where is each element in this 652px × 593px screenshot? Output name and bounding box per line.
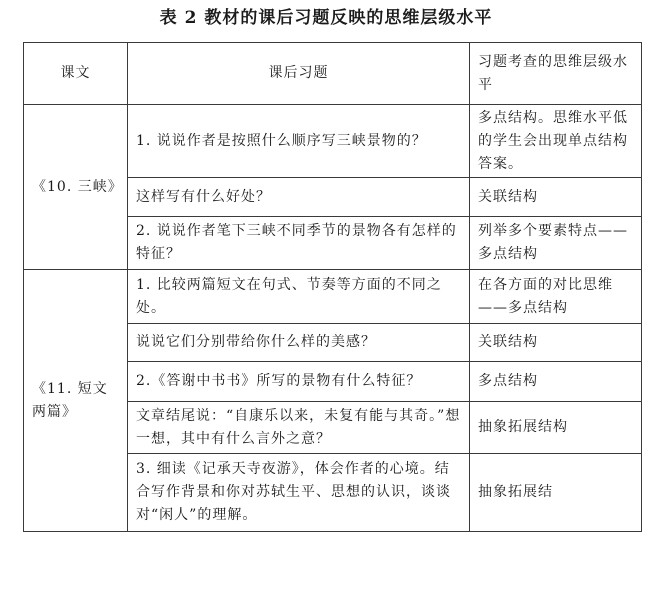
table-header-row xyxy=(24,43,642,105)
level-cell: 列举多个要素特点——多点结构 xyxy=(470,217,642,270)
header-level: 习题考查的思维层级水平 xyxy=(470,43,642,105)
lesson-cell: 《10. 三峡》 xyxy=(24,105,128,270)
level-cell: 关联结构 xyxy=(470,324,642,362)
level-cell: 关联结构 xyxy=(470,178,642,217)
thinking-level-table xyxy=(23,42,642,532)
table-row xyxy=(24,270,642,324)
question-cell: 文章结尾说：“自康乐以来，未复有能与其奇。”想一想，其中有什么言外之意？ xyxy=(128,402,470,454)
question-cell: 2. 说说作者笔下三峡不同季节的景物各有怎样的特征？ xyxy=(128,217,470,270)
level-cell: 多点结构 xyxy=(470,362,642,402)
level-cell: 抽象拓展结构 xyxy=(470,402,642,454)
table-title: 表 2 教材的课后习题反映的思维层级水平 xyxy=(159,8,493,28)
question-cell: 3. 细读《记承天寺夜游》，体会作者的心境。结合写作背景和你对苏轼生平、思想的认识，谈谈对“闲人”的理解。 xyxy=(128,454,470,532)
question-cell: 这样写有什么好处？ xyxy=(128,178,470,217)
header-question: 课后习题 xyxy=(128,43,470,105)
table-row xyxy=(24,105,642,178)
level-cell: 在各方面的对比思维——多点结构 xyxy=(470,270,642,324)
lesson-cell: 《11. 短文两篇》 xyxy=(24,270,128,532)
level-cell: 抽象拓展结 xyxy=(470,454,642,532)
level-cell: 多点结构。思维水平低的学生会出现单点结构答案。 xyxy=(470,105,642,178)
question-cell: 说说它们分别带给你什么样的美感？ xyxy=(128,324,470,362)
header-lesson: 课文 xyxy=(24,43,128,105)
question-cell: 1. 比较两篇短文在句式、节奏等方面的不同之处。 xyxy=(128,270,470,324)
question-cell: 2.《答谢中书书》所写的景物有什么特征？ xyxy=(128,362,470,402)
question-cell: 1. 说说作者是按照什么顺序写三峡景物的？ xyxy=(128,105,470,178)
